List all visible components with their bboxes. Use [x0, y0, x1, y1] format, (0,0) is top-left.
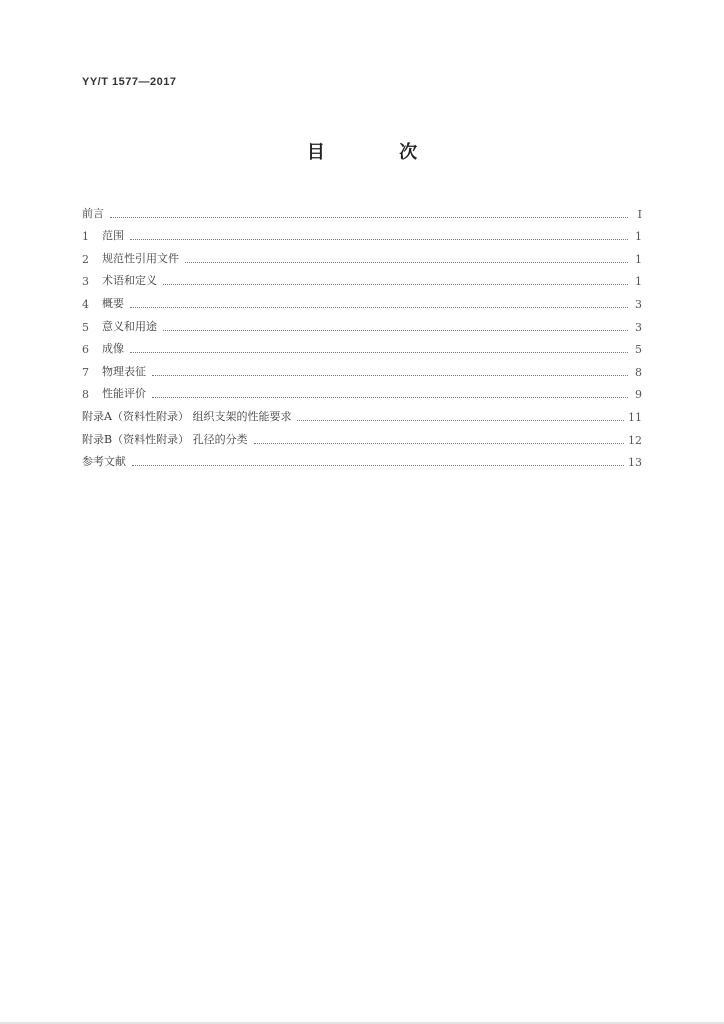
- toc-item-normative-references[interactable]: [82, 243, 642, 266]
- toc-item-terms-definitions[interactable]: [82, 266, 642, 289]
- toc-item-label: 物理表征: [102, 364, 146, 378]
- toc-item-label: 参考文献: [82, 455, 126, 469]
- toc-item-bibliography[interactable]: [82, 447, 642, 470]
- toc-item-label: 前言: [82, 206, 104, 220]
- toc-item-label: 规范性引用文件: [102, 251, 179, 265]
- toc-item-number: 2: [82, 252, 89, 266]
- toc-item-number: 3: [82, 275, 89, 289]
- table-of-contents: [82, 198, 642, 469]
- document-id: YY/T 1577—2017: [82, 76, 177, 88]
- toc-item-page: 1: [635, 252, 642, 266]
- toc-item-label: 术语和定义: [102, 274, 157, 288]
- toc-item-number: 6: [82, 343, 89, 357]
- page-title: 目 次: [306, 142, 452, 163]
- toc-item-number: 5: [82, 320, 89, 334]
- toc-leader-dots: [185, 261, 628, 263]
- toc-item-label: 性能评价: [102, 387, 146, 401]
- toc-item-page: 12: [628, 433, 642, 447]
- toc-leader-dots: [132, 464, 624, 466]
- toc-item-performance-evaluation[interactable]: [82, 379, 642, 402]
- toc-item-page: 3: [635, 320, 642, 334]
- toc-item-label: 附录B（资料性附录） 孔径的分类: [82, 432, 248, 446]
- toc-item-label: 附录A（资料性附录） 组织支架的性能要求: [82, 409, 292, 423]
- toc-leader-dots: [110, 216, 628, 218]
- toc-item-label: 意义和用途: [102, 319, 157, 333]
- toc-item-number: 4: [82, 297, 89, 311]
- toc-leader-dots: [163, 329, 628, 331]
- toc-item-foreword[interactable]: [82, 198, 642, 221]
- toc-item-number: 7: [82, 365, 89, 379]
- toc-item-annex-b[interactable]: [82, 424, 642, 447]
- toc-item-page: 3: [635, 297, 642, 311]
- toc-item-number: 1: [82, 230, 89, 244]
- toc-item-label: 成像: [102, 342, 124, 356]
- toc-item-label: 概要: [102, 296, 124, 310]
- toc-item-page: 9: [635, 388, 642, 402]
- toc-item-page: 1: [635, 230, 642, 244]
- toc-item-physical-characterization[interactable]: [82, 356, 642, 379]
- toc-item-summary[interactable]: [82, 288, 642, 311]
- toc-item-annex-a[interactable]: [82, 401, 642, 424]
- toc-item-scope[interactable]: [82, 221, 642, 244]
- toc-item-page: 13: [628, 456, 642, 470]
- toc-leader-dots: [130, 306, 628, 308]
- toc-item-label: 范围: [102, 229, 124, 243]
- toc-leader-dots: [163, 283, 628, 285]
- toc-leader-dots: [254, 442, 624, 444]
- toc-leader-dots: [152, 374, 628, 376]
- toc-leader-dots: [297, 419, 624, 421]
- toc-item-page: Ⅰ: [637, 207, 642, 221]
- toc-item-number: 8: [82, 388, 89, 402]
- toc-item-imaging[interactable]: [82, 334, 642, 357]
- toc-item-page: 1: [635, 275, 642, 289]
- toc-leader-dots: [130, 351, 628, 353]
- toc-item-page: 11: [628, 410, 642, 424]
- toc-leader-dots: [130, 238, 628, 240]
- toc-item-significance-use[interactable]: [82, 311, 642, 334]
- toc-leader-dots: [152, 396, 628, 398]
- toc-item-page: 5: [635, 343, 642, 357]
- toc-item-page: 8: [635, 365, 642, 379]
